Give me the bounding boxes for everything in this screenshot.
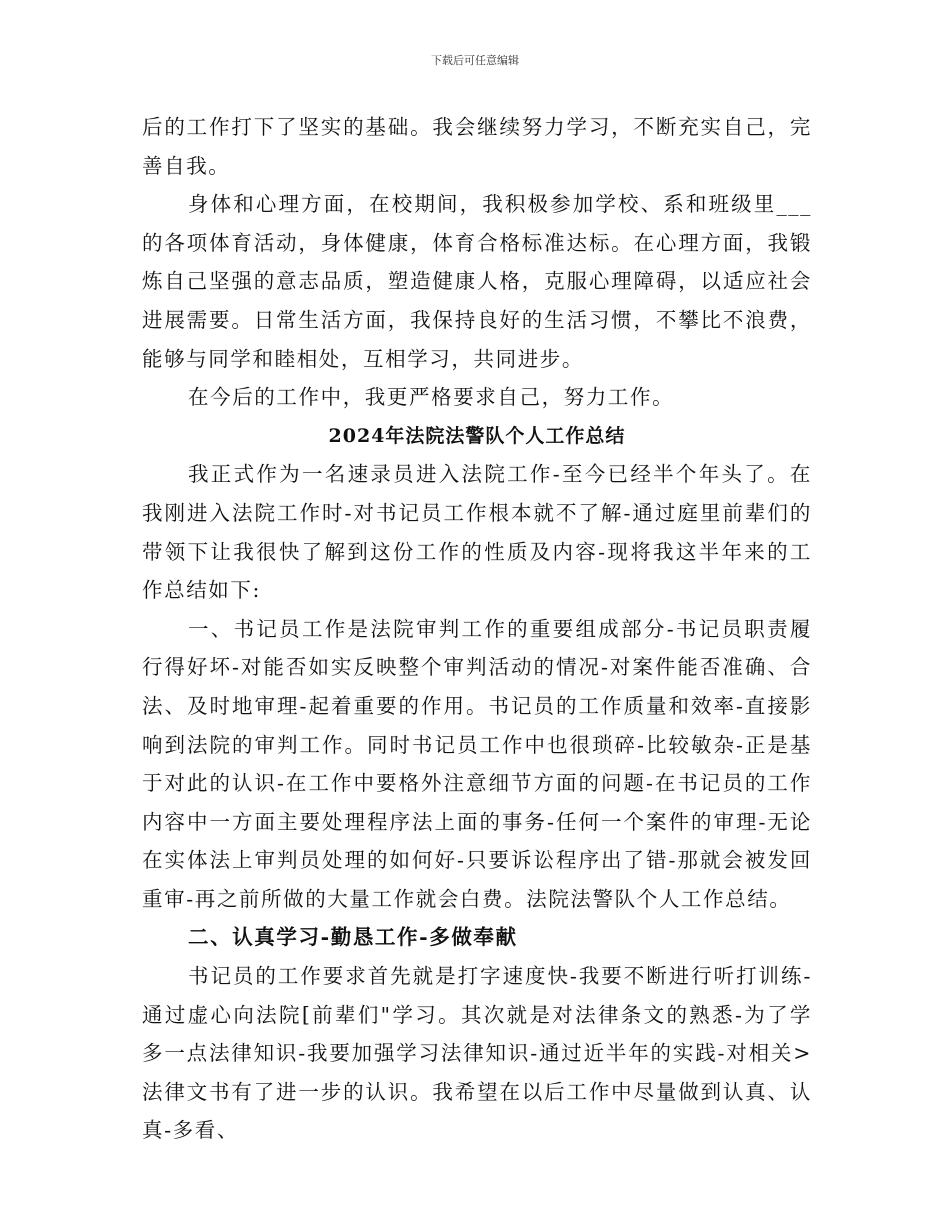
section2-heading: 二、认真学习-勤恳工作-多做奉献: [188, 925, 518, 950]
closing-paragraph: 在今后的工作中，我更严格要求自己，努力工作。: [188, 385, 675, 410]
section2-paragraph: 书记员的工作要求首先就是打字速度快-我要不断进行听打训练-通过虚心向法院[前辈们"学习。其次就是对法律条文的熟悉-为了学多一点法律知识-我要加强学习法律知识-通过近半年的实践-对相关>法律文书有了进一步的认识。我希望在以后工作中尽量做到认真、认真-多看、: [142, 964, 812, 1143]
section1-paragraph: 一、书记员工作是法院审判工作的重要组成部分-书记员职责履行得好坏-对能否如实反映整个审判活动的情况-对案件能否准确、合法、及时地审理-起着重要的作用。书记员的工作质量和效率-直接影响到法院的审判工作。同时书记员工作中也很琐碎-比较敏杂-正是基于对此的认识-在工作中要格外注意细节方面的问题-在书记员的工作内容中一方面主要处理程序法上面的事务-任何一个案件的审理-无论在实体法上审判员处理的如何好-只要诉讼程序出了错-那就会被发回重审-再之前所做的大量工作就会白费。法院法警队个人工作总结。: [142, 616, 812, 911]
page-header-note: 下载后可任意编辑: [431, 54, 519, 67]
document-body: [142, 108, 812, 1150]
continuation-paragraph: 后的工作打下了坚实的基础。我会继续努力学习，不断充实自己，完善自我。: [142, 115, 812, 178]
health-paragraph: 身体和心理方面，在校期间，我积极参加学校、系和班级里___的各项体育活动，身体健康，体育合格标准达标。在心理方面，我锻炼自己坚强的意志品质，塑造健康人格，克服心理障碍，以适应社会进展需要。日常生活方面，我保持良好的生活习惯，不攀比不浪费，能够与同学和睦相处，互相学习，共同进步。: [142, 192, 812, 371]
intro-paragraph: 我正式作为一名速录员进入法院工作-至今已经半个年头了。在我刚进入法院工作时-对书记员工作根本就不了解-通过庭里前辈们的带领下让我很快了解到这份工作的性质及内容-现将我这半年来的工作总结如下:: [142, 462, 812, 603]
document-title: 2024年法院法警队个人工作总结: [328, 424, 626, 447]
